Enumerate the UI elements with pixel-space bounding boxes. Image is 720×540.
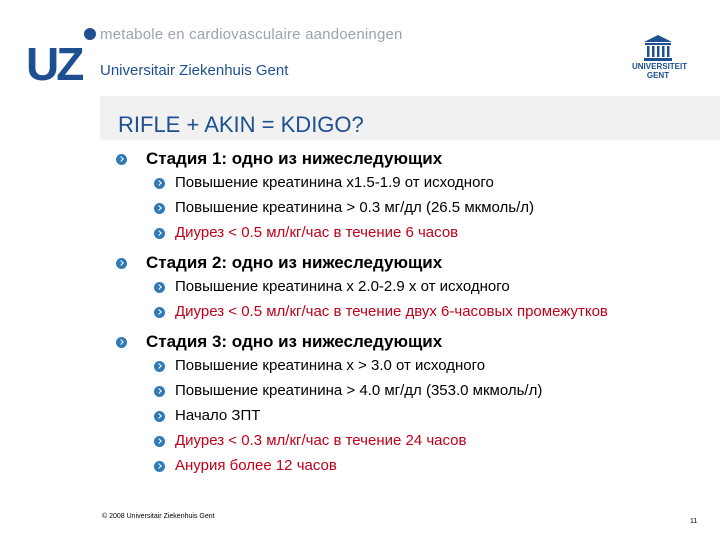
list-item-text: Начало ЗПТ: [175, 407, 261, 424]
hospital-name: Universitair Ziekenhuis Gent: [100, 62, 289, 79]
arrow-bullet-icon: [116, 258, 127, 269]
list-item: [116, 198, 706, 218]
list-item-text: Повышение креатинина х 2.0-2.9 х от исходного: [175, 278, 510, 295]
slide-title: RIFLE + AKIN = KDIGO?: [118, 112, 364, 137]
university-building-icon: [643, 34, 673, 62]
stage-heading-text: Стадия 1: одно из нижеследующих: [146, 149, 443, 168]
list-item-text: Повышение креатинина х1.5-1.9 от исходного: [175, 174, 494, 191]
list-item-text: Диурез < 0.5 мл/кг/час в течение двух 6-часовых промежутков: [175, 303, 608, 320]
ugent-logo: [632, 34, 688, 80]
department-name: metabole en cardiovasculaire aandoeningen: [100, 26, 403, 43]
arrow-bullet-icon: [154, 307, 165, 318]
stage-heading-text: Стадия 2: одно из нижеследующих: [146, 253, 443, 272]
list-item: [116, 356, 706, 376]
page-number: 11: [690, 518, 698, 525]
slide-content: [116, 148, 706, 481]
copyright-notice: © 2008 Universitair Ziekenhuis Gent: [102, 513, 215, 520]
header-dot-icon: [84, 28, 96, 40]
list-item: [116, 173, 706, 193]
stage-heading-text: Стадия 3: одно из нижеследующих: [146, 332, 443, 351]
arrow-bullet-icon: [154, 461, 165, 472]
list-item-text: Диурез < 0.3 мл/кг/час в течение 24 часов: [175, 432, 467, 449]
list-item-text: Анурия более 12 часов: [175, 457, 337, 474]
list-item: [116, 406, 706, 426]
arrow-bullet-icon: [116, 337, 127, 348]
list-item-text: Повышение креатинина > 4.0 мг/дл (353.0 мкмоль/л): [175, 382, 543, 399]
ugent-logo-line-2: GENT: [646, 71, 670, 80]
arrow-bullet-icon: [116, 154, 127, 165]
list-item-text: Повышение креатинина х > 3.0 от исходного: [175, 357, 486, 374]
list-item: [116, 223, 706, 243]
list-item: [116, 277, 706, 297]
uz-logo: UZ: [26, 38, 82, 90]
list-item-text: Диурез < 0.5 мл/кг/час в течение 6 часов: [175, 224, 459, 241]
arrow-bullet-icon: [154, 411, 165, 422]
arrow-bullet-icon: [154, 203, 165, 214]
arrow-bullet-icon: [154, 178, 165, 189]
list-item: [116, 302, 706, 322]
stage-3-heading: [116, 331, 706, 353]
arrow-bullet-icon: [154, 282, 165, 293]
arrow-bullet-icon: [154, 436, 165, 447]
list-item: [116, 381, 706, 401]
list-item-text: Повышение креатинина > 0.3 мг/дл (26.5 мкмоль/л): [175, 199, 534, 216]
list-item: [116, 431, 706, 451]
stage-2-heading: [116, 252, 706, 274]
arrow-bullet-icon: [154, 361, 165, 372]
ugent-logo-line-1: UNIVERSITEIT: [632, 62, 688, 71]
stage-1-heading: [116, 148, 706, 170]
arrow-bullet-icon: [154, 386, 165, 397]
list-item: [116, 456, 706, 476]
arrow-bullet-icon: [154, 228, 165, 239]
